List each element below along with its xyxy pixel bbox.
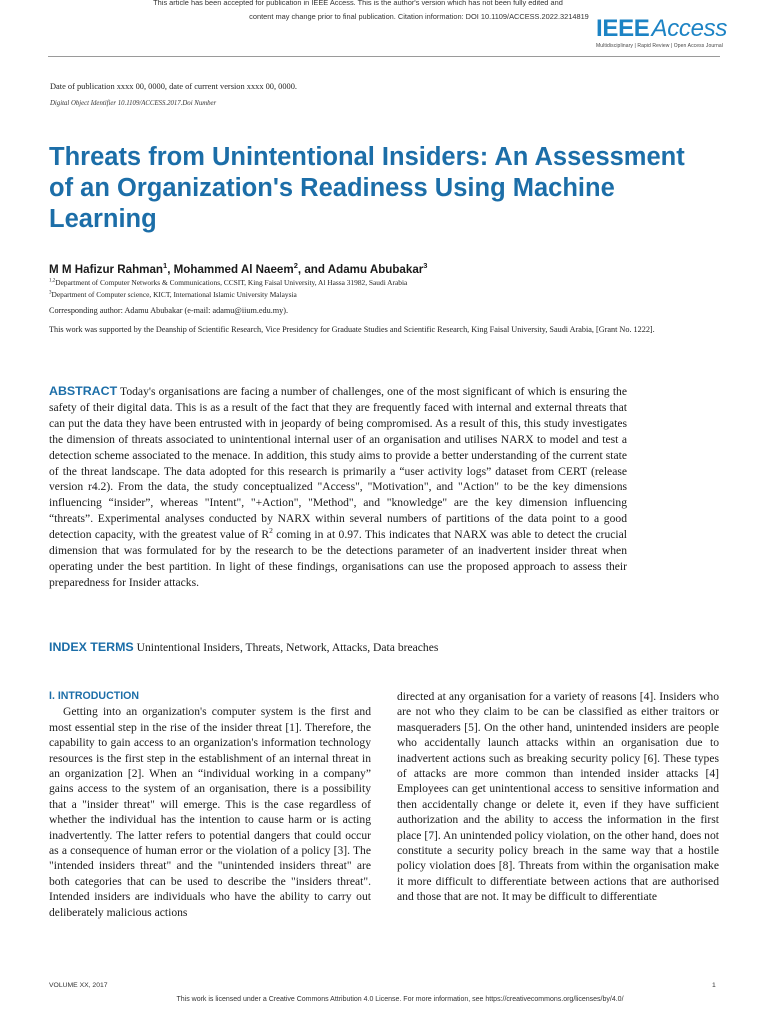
logo-wordmark — [596, 15, 728, 42]
logo-access-text: Access — [651, 15, 728, 42]
affiliation-text: Department of Computer science, KICT, International Islamic University Malaysia — [51, 290, 297, 299]
affiliation — [49, 290, 297, 299]
author-name: Adamu Abubakar — [327, 262, 424, 276]
paper-title: Threats from Unintentional Insiders: An Assessment of an Organization's Readiness Using Machine Learning — [49, 143, 685, 233]
body-column-left — [49, 689, 371, 920]
introduction-text-right: directed at any organisation for a variety of reasons [4]. Insiders who are not who they claim to be can be classified as either traitors or masqueraders [5]. On the other hand, unintended insiders are people who accidentally launch attacks within an organisation due to inadvertent actions such as breaking security policy [6]. These types of attacks are more common than intended insider attacks [4] Employees can get unintentional access to sensitive information and then accidentally change or delete it, even if they have sufficient authorization and the ability to access the information in the first place [7]. An unintended policy violation, on the other hand, does not constitute a security policy breach in the same way that a hostile policy violation does [8]. Threats from within the organisation make it more difficult to differentiate between actions that are authorised and those that are not. It may be difficult to differentiate — [397, 690, 719, 904]
index-terms-heading: INDEX TERMS — [49, 640, 134, 654]
author-separator: , and — [297, 262, 328, 276]
introduction-paragraph — [49, 704, 371, 920]
introduction-text-left: Getting into an organization's computer system is the first and most essential step in the rise of the insider threat [1]. Therefore, the capability to gain access to an organization's information technology resources is the first step in the establishment of an internal threat in an organization [2]. When an “individual working in a company” gains access to the system of an organisation, there is a possibility that a "insider threat" will emerge. This is the case regardless of whether the individual has the intention to cause harm or is acting inadvertently. The latter refers to potential dangers that could occur as a consequence of human error or the violation of a policy [3]. The "intended insiders threat" and the "unintended insiders threat" are both categories that can be used to describe the "insiders threat". Intended insiders are individuals who have the ability to carry out deliberately malicious actions — [49, 705, 371, 919]
ieee-access-logo — [596, 15, 728, 49]
author-affiliation-mark: 2 — [293, 261, 298, 270]
acceptance-notice-line-2: content may change prior to final publication. Citation information: DOI 10.1109/ACCESS.2022.3214819 — [249, 12, 589, 21]
license-notice: This work is licensed under a Creative Commons Attribution 4.0 License. For more information, see https://creativecommons.org/licenses/by/4.0/ — [176, 996, 624, 1003]
abstract-text: Today's organisations are facing a number of challenges, one of the most significant of which is ensuring the safety of their digital data. This is as a result of the fact that they are frequently faced with internal and external threats that can put the data they have been entrusted with in jeopardy of being compromised. As a result of this, this study investigates the dimension of threats associated to unintentional internal user of an organisation and utilises NARX to model and test a detection scheme associated to the menace. In addition, this study aims to provide a better understanding of the current state of the threat landscape. The data adopted for this research is primarily a “user activity logs” dataset from CERT (release version r4.2). From the data, the study conceptualized "Access", "Motivation", and "Action" to be the key dimensions influencing “insider”, whereas "Intent", "+Action", "Method", and "knowledge" are the key dimension influencing “threats”. Experimental analyses conducted by NARX within several numbers of partitions of the data point to a good detection capacity, with the greatest value of R — [49, 385, 627, 542]
body-column-right — [397, 689, 719, 905]
page-number: 1 — [712, 982, 716, 989]
publication-date: Date of publication xxxx 00, 0000, date of current version xxxx 00, 0000. — [50, 82, 298, 91]
abstract-superscript: 2 — [269, 526, 273, 536]
footer-volume: VOLUME XX, 2017 — [49, 982, 108, 989]
author-name: M M Hafizur Rahman — [49, 262, 164, 276]
corresponding-author: Corresponding author: Adamu Abubakar (e-mail: adamu@iium.edu.my). — [49, 306, 289, 315]
index-terms-text: Unintentional Insiders, Threats, Network, Attacks, Data breaches — [133, 641, 439, 654]
author-affiliation-mark: 3 — [423, 261, 428, 270]
logo-ieee-text: IEEE — [596, 15, 650, 42]
author-affiliation-mark: 1 — [163, 261, 168, 270]
author-separator: , — [167, 262, 174, 276]
abstract-text-continued: coming in at 0.97. This indicates that NARX was able to detect the crucial dimension that was formulated for by the research to be the detections parameter of an inadvertent insider threat when operating under the best partition. In light of these findings, organisations can use the proposed approach to assess their preparedness for Insider attacks. — [49, 528, 627, 589]
affiliation-mark: 1,2 — [49, 278, 56, 284]
author-name: Mohammed Al Naeem — [173, 262, 294, 276]
header-divider — [48, 56, 720, 57]
doi-line: Digital Object Identifier 10.1109/ACCESS.2017.Doi Number — [50, 100, 217, 107]
abstract — [49, 384, 627, 591]
affiliation — [49, 278, 407, 287]
affiliation-mark: 3 — [49, 290, 52, 296]
section-heading-introduction: I. INTRODUCTION — [49, 690, 140, 702]
index-terms — [49, 640, 649, 654]
acceptance-notice-line-1: This article has been accepted for publication in IEEE Access. This is the author's version which has not been fully edited and — [153, 0, 563, 7]
funding-statement: This work was supported by the Deanship of Scientific Research, Vice Presidency for Graduate Studies and Scientific Research, King Faisal University, Saudi Arabia, [Grant No. 1222]. — [49, 325, 655, 334]
logo-tagline: Multidisciplinary | Rapid Review | Open Access Journal — [596, 43, 723, 49]
affiliation-text: Department of Computer Networks & Communications, CCSIT, King Faisal University, Al Hassa 31982, Saudi Arabia — [55, 278, 408, 287]
abstract-heading: ABSTRACT — [49, 384, 118, 398]
author-list — [49, 261, 427, 276]
